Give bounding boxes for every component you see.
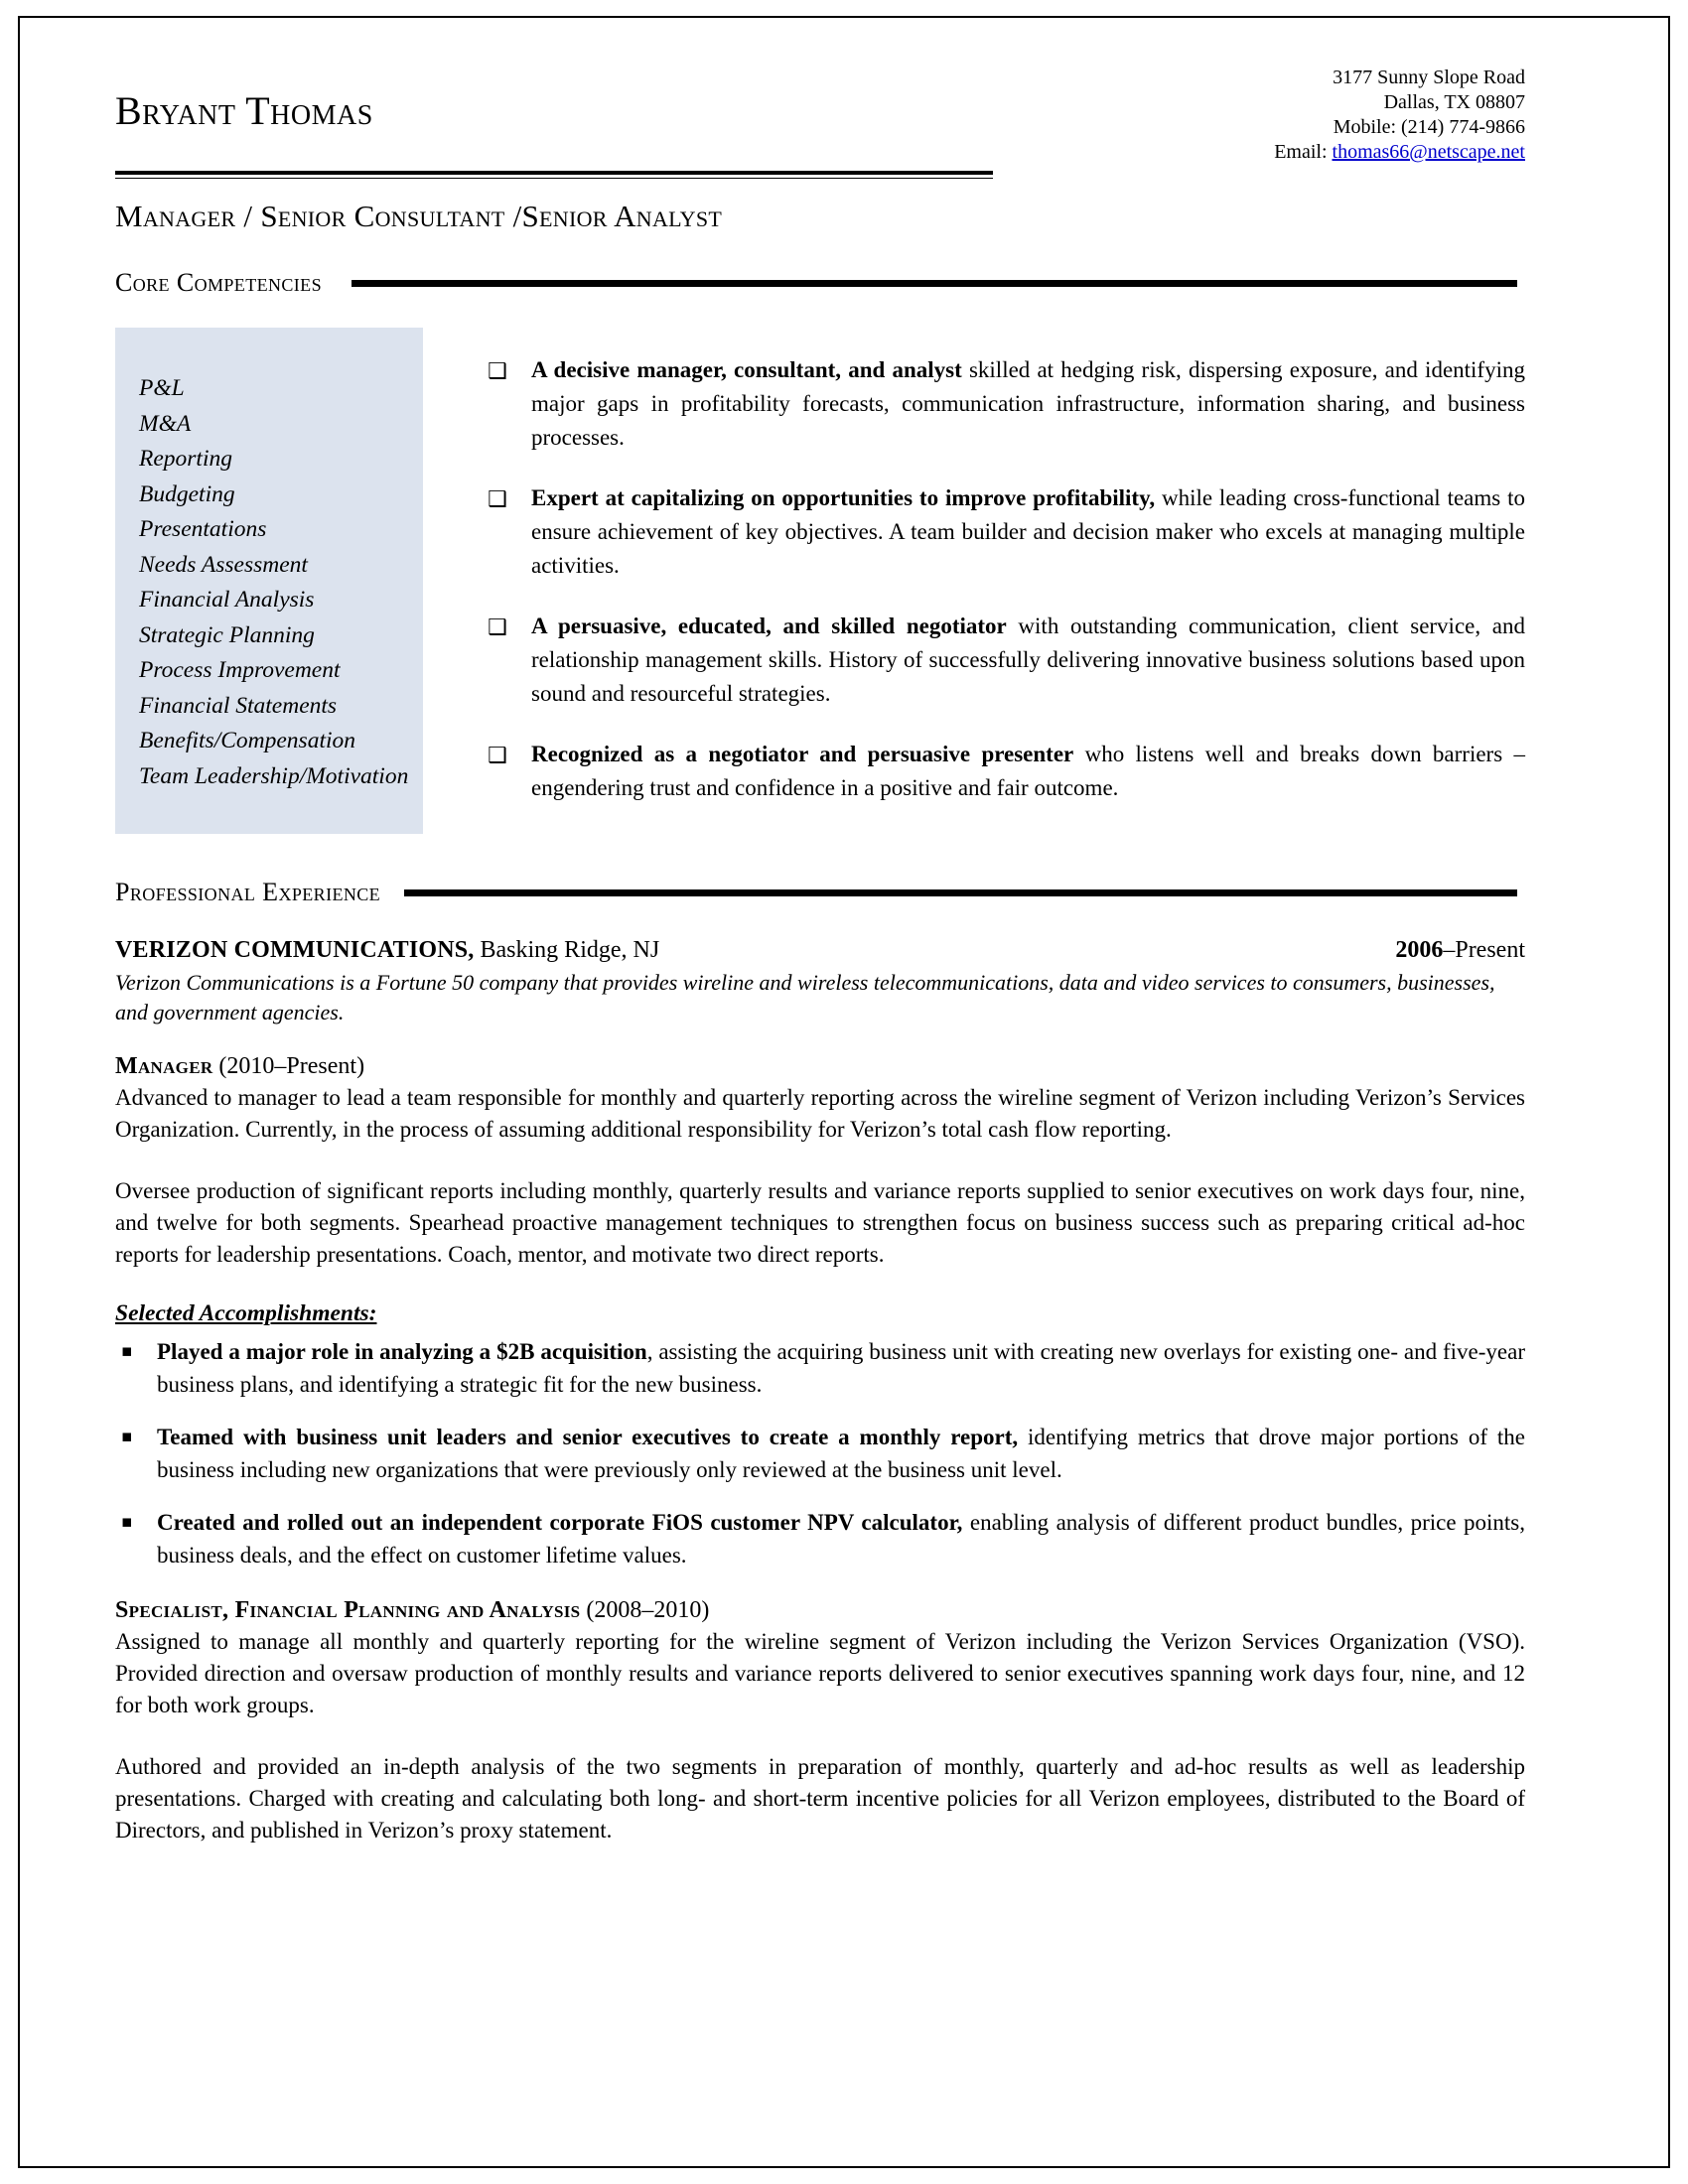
accomplishments-list — [115, 1335, 1525, 1571]
summary-bullet — [488, 610, 1525, 711]
hollow-square-bullet-icon: ❑ — [488, 487, 507, 512]
role-paragraph: Advanced to manager to lead a team responsible for monthly and quarterly reporting across the wireline segment of Verizon including Verizon’s Services Organization. Currently, in the process of assuming additional responsibility for Verizon’s total cash flow reporting. — [115, 1085, 1525, 1142]
contact-email-line — [969, 140, 1525, 165]
competency-item: Strategic Planning — [139, 621, 315, 648]
resume-content — [115, 64, 1525, 1846]
filled-square-bullet-icon: ▪ — [121, 1341, 133, 1361]
role-dates: (2010–Present) — [212, 1053, 365, 1079]
summary-bullet-lead: Recognized as a negotiator and persuasive presenter — [531, 742, 1074, 766]
role-header-manager — [115, 1053, 1525, 1080]
filled-square-bullet-icon: ▪ — [121, 1512, 133, 1532]
summary-bullet-text — [531, 481, 1525, 583]
accomplishments-heading: Selected Accomplishments: — [115, 1300, 377, 1326]
accomplishment-lead: Played a major role in analyzing a $2B acquisition — [157, 1339, 647, 1364]
summary-bullet — [488, 481, 1525, 583]
company-name-location — [115, 937, 659, 964]
hollow-square-bullet-icon: ❑ — [488, 615, 507, 640]
accomplishment-item — [115, 1421, 1525, 1486]
accomplishment-lead: Teamed with business unit leaders and senior executives to create a monthly report, — [157, 1425, 1019, 1449]
contact-block — [969, 66, 1525, 165]
summary-bullet-rest: while leading cross-functional teams to ensure achievement of key objectives. A team builder and decision maker who excels at managing multiple activities. — [531, 485, 1525, 578]
section-header-professional-experience — [115, 878, 1525, 907]
accomplishment-rest: identifying metrics that drove major portions of the business including new organizations that were previously only reviewed at the business unit level. — [157, 1425, 1526, 1482]
company-description: Verizon Communications is a Fortune 50 company that provides wireline and wireless telecommunications, data and video services to consumers, businesses, and government agencies. — [115, 970, 1495, 1024]
accomplishment-text — [157, 1506, 1525, 1571]
accomplishment-item — [115, 1335, 1525, 1401]
summary-bullet-rest: skilled at hedging risk, dispersing exposure, and identifying major gaps in profitability forecasts, communication infrastructure, information sharing, and business processes. — [531, 357, 1525, 450]
role-title: Manager — [115, 1053, 213, 1079]
competency-item: Financial Analysis — [139, 587, 315, 613]
accomplishment-text — [157, 1335, 1525, 1401]
accomplishment-text — [157, 1421, 1525, 1486]
company-start-year: 2006 — [1395, 937, 1444, 963]
summary-bullet — [488, 738, 1525, 805]
role-paragraph: Oversee production of significant reports including monthly, quarterly results and variance reports supplied to senior executives on work days four, nine, and twelve for both segments. Spearhead proactive management techniques to strengthen focus on business success such as preparing critical ad-hoc reports for leadership presentations. Coach, mentor, and motivate two direct reports. — [115, 1178, 1525, 1267]
summary-bullet-text — [531, 610, 1525, 711]
role-header-specialist — [115, 1597, 1525, 1624]
accomplishment-item — [115, 1506, 1525, 1571]
contact-mobile: Mobile: (214) 774-9866 — [1333, 116, 1525, 138]
summary-bullet-rest: who listens well and breaks down barriers – engendering trust and confidence in a positive and fair outcome. — [531, 742, 1525, 800]
summary-bullet-lead: A decisive manager, consultant, and analyst — [531, 357, 962, 382]
hollow-square-bullet-icon: ❑ — [488, 359, 507, 384]
accomplishment-lead: Created and rolled out an independent corporate FiOS customer NPV calculator, — [157, 1510, 963, 1535]
summary-bullet-rest: with outstanding communication, client service, and relationship management skills. History of successfully delivering innovative business solutions based upon sound and resourceful strategies. — [531, 614, 1525, 706]
resume-page — [18, 16, 1670, 2168]
role-dates: (2008–2010) — [580, 1597, 710, 1623]
section-rule — [352, 280, 1517, 287]
email-link[interactable]: thomas66@netscape.net — [1332, 141, 1525, 163]
page-title: Bryant Thomas — [115, 88, 373, 133]
company-name: VERIZON COMMUNICATIONS, — [115, 937, 475, 963]
role-paragraph: Authored and provided an in-depth analysis of the two segments in preparation of monthly, quarterly and ad-hoc results as well as leadership presentations. Charged with creating and calculating both long- and short-term incentive policies for all Verizon employees, distributed to the Board of Directors, and published in Verizon’s proxy statement. — [115, 1754, 1525, 1843]
contact-address: 3177 Sunny Slope Road — [1333, 67, 1525, 88]
summary-bullet-text — [531, 353, 1525, 455]
hollow-square-bullet-icon: ❑ — [488, 744, 507, 768]
section-header-core-competencies — [115, 268, 1525, 298]
competency-item: Team Leadership/Motivation — [139, 762, 409, 789]
competency-item: M&A — [139, 410, 192, 437]
section-rule — [404, 889, 1517, 896]
competency-item: Process Improvement — [139, 657, 341, 683]
summary-bullet-lead: Expert at capitalizing on opportunities to improve profitability, — [531, 485, 1156, 510]
header-divider — [115, 171, 993, 179]
contact-city-state-zip: Dallas, TX 08807 — [1383, 91, 1525, 113]
competency-item: Financial Statements — [139, 692, 338, 719]
competencies-sidebar — [115, 328, 423, 834]
company-end: –Present — [1443, 937, 1525, 963]
company-dates — [1395, 937, 1525, 964]
competency-item: Needs Assessment — [139, 551, 308, 578]
summary-bullet — [488, 353, 1525, 455]
accomplishment-rest: enabling analysis of different product bundles, price points, business deals, and the effect on customer lifetime values. — [157, 1510, 1526, 1568]
company-location: Basking Ridge, NJ — [474, 937, 660, 963]
competency-item: Benefits/Compensation — [139, 728, 356, 753]
company-header — [115, 937, 1525, 964]
section-title: Professional Experience — [115, 878, 381, 906]
competency-item: Presentations — [139, 516, 267, 542]
role-title: Specialist, Financial Planning and Analysis — [115, 1597, 581, 1623]
core-competencies-area — [115, 328, 1525, 834]
summary-bullet-list — [423, 328, 1525, 805]
section-title: Core Competencies — [115, 268, 322, 297]
accomplishment-rest: , assisting the acquiring business unit with creating new overlays for existing one- and five-year business plans, and identifying a strategic fit for the new business. — [157, 1339, 1525, 1397]
resume-header — [115, 64, 1525, 167]
role-paragraph: Assigned to manage all monthly and quarterly reporting for the wireline segment of Verizon including the Verizon Services Organization (VSO). Provided direction and oversaw production of monthly results and variance reports delivered to senior executives spanning work days four, nine, and 12 for both work groups. — [115, 1629, 1525, 1717]
contact-email-label: Email: — [1274, 141, 1328, 163]
summary-bullet-text — [531, 738, 1525, 805]
competency-item: Budgeting — [139, 480, 235, 507]
competency-item: P&L — [139, 375, 185, 401]
competency-item: Reporting — [139, 446, 232, 472]
summary-bullet-lead: A persuasive, educated, and skilled negotiator — [531, 614, 1007, 638]
job-title: Manager / Senior Consultant /Senior Analyst — [115, 199, 723, 233]
filled-square-bullet-icon: ▪ — [121, 1427, 133, 1446]
